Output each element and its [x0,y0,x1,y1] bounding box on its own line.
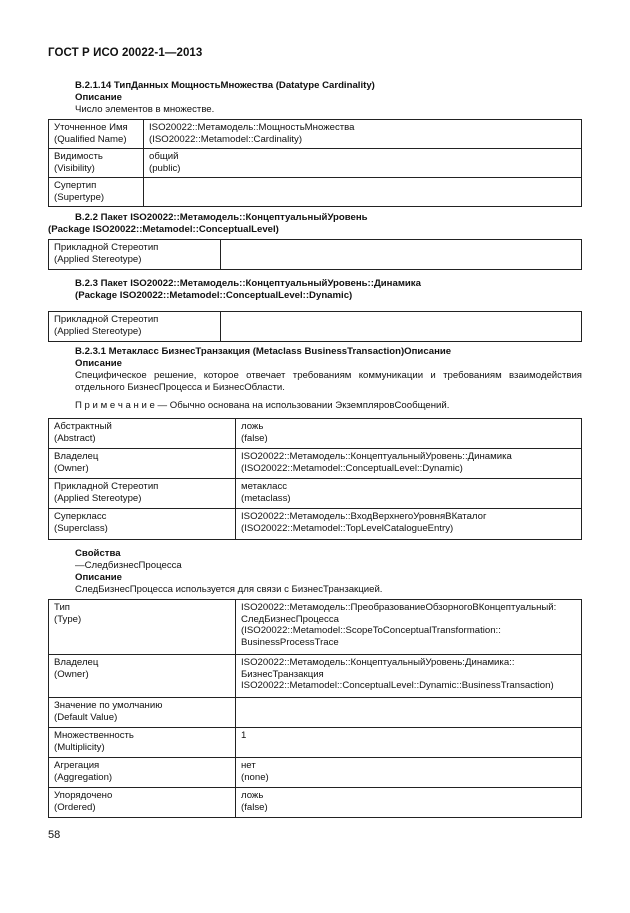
description-text: Число элементов в множестве. [75,104,215,115]
property-label: Прикладной Стереотип [54,481,159,492]
section-heading: B.2.3 Пакет ISO20022::Метамодель::КонцептуальныйУровень::Динамика [75,278,421,289]
table-row [49,600,582,655]
property-value-en: ISO20022::Metamodel::ConceptualLevel::Dynamic::BusinessTransaction) [241,680,554,691]
property-label-en: (Applied Stereotype) [54,492,142,504]
property-value-cell [236,419,582,449]
property-value-cell [236,600,582,655]
description-label: Описание [75,358,122,369]
cardinality-table [48,119,582,207]
property-value-cell [144,120,582,149]
description-label: Описание [75,572,122,583]
business-process-trace-table [48,599,582,818]
business-transaction-table [48,418,582,540]
properties-label: Свойства [75,548,121,559]
property-value: 1 [241,730,247,741]
table-row [49,449,582,479]
table-row [49,728,582,758]
property-value: ISO20022::Метамодель::МощностьМножества [149,122,355,133]
property-name-cell [49,149,144,178]
section-properties [48,548,582,596]
property-value-en: (public) [149,162,181,174]
section-heading: B.2.1.14 ТипДанных МощностьМножества (Datatype Cardinality) [75,80,375,91]
property-label: Агрегация [54,760,100,771]
page-number: 58 [48,829,61,841]
table-row [49,149,582,178]
property-name-cell [49,312,221,342]
property-label-en: (Applied Stereotype) [54,253,142,265]
property-label-en: (Owner) [54,668,89,680]
property-label: Уточненное Имя [54,122,128,133]
property-label-en: (Superclass) [54,522,108,534]
description-text: СледБизнесПроцесса используется для связи с БизнесТранзакцией. [75,584,383,595]
table-row [49,509,582,540]
property-value-en: (false) [241,432,268,444]
property-label: Абстрактный [54,421,112,432]
property-value: ISO20022::Метамодель::ПреобразованиеОбзорногоВКонцептуальный: [241,602,557,613]
section-package-conceptual-level [48,212,582,236]
table-row [49,120,582,149]
property-name-cell [49,449,236,479]
section-package-dynamic [48,278,582,302]
property-label: Тип [54,602,70,613]
property-value: СледБизнесПроцесса [241,613,339,625]
table-row [49,419,582,449]
property-value: общий [149,151,179,162]
property-value-cell [236,698,582,728]
property-name-cell [49,419,236,449]
property-name-cell [49,655,236,698]
property-label: Суперкласс [54,511,107,522]
property-label-en: (Applied Stereotype) [54,325,142,337]
property-value-en: BusinessProcessTrace [241,636,339,648]
property-name-cell [49,728,236,758]
document-header: ГОСТ Р ИСО 20022-1—2013 [48,47,203,59]
property-value-en: (ISO20022::Metamodel::TopLevelCatalogueEntry) [241,522,454,534]
table-row [49,178,582,207]
property-label: Видимость [54,151,103,162]
property-value-cell [236,509,582,540]
property-label-en: (Multiplicity) [54,741,105,753]
property-name-cell [49,698,236,728]
property-name-cell [49,178,144,207]
property-label: Прикладной Стереотип [54,242,159,253]
description-label: Описание [75,92,122,103]
section-metaclass-business-transaction [48,346,582,412]
property-name-cell [49,120,144,149]
property-value-cell [144,149,582,178]
property-name-cell [49,240,221,270]
property-label-en: (Owner) [54,462,89,474]
table-row [49,655,582,698]
property-label-en: (Supertype) [54,191,105,203]
description-text: Специфическое решение, которое отвечает требованиям коммуникации и требованиям взаимодействия отдельного БизнесПроцесса и БизнесОбласти. [75,370,582,393]
table-row [49,698,582,728]
property-value-cell [236,728,582,758]
property-label: Владелец [54,657,99,668]
property-value: ложь [241,421,264,432]
section-heading: B.2.2 Пакет ISO20022::Метамодель::КонцептуальныйУровень [75,212,368,223]
property-value: ISO20022::Метамодель::ВходВерхнегоУровняВКаталог [241,511,487,522]
property-label-en: (Ordered) [54,801,96,813]
property-value-en: (metaclass) [241,492,291,504]
conceptual-level-table [48,239,582,270]
property-value-cell [221,240,582,270]
property-value: метакласс [241,481,288,492]
property-value-cell [236,479,582,509]
section-heading: B.2.3.1 Метакласс БизнесТранзакция (Metaclass BusinessTransaction)Описание [75,346,452,357]
property-value: БизнесТранзакция [241,668,324,680]
property-value-cell [236,788,582,818]
property-label-en: (Default Value) [54,711,118,723]
property-value: ISO20022::Метамодель::КонцептуальныйУровень::Динамика [241,451,512,462]
property-name-cell [49,788,236,818]
section-heading-en: (Package ISO20022::Metamodel::ConceptualLevel::Dynamic) [75,290,353,301]
property-name-cell [49,479,236,509]
property-label-en: (Aggregation) [54,771,113,783]
property-value-cell [221,312,582,342]
property-label: Значение по умолчанию [54,700,163,711]
property-value-cell [236,449,582,479]
property-label: Прикладной Стереотип [54,314,159,325]
property-name-cell [49,600,236,655]
property-label-en: (Type) [54,613,82,625]
section-datatype-cardinality [48,80,582,116]
section-heading-en: (Package ISO20022::Metamodel::ConceptualLevel) [48,224,279,235]
property-value: ISO20022::Метамодель::КонцептуальныйУровень:Динамика:: [241,657,515,668]
property-value-en: (none) [241,771,269,783]
property-value-cell [236,655,582,698]
table-row [49,479,582,509]
property-value-en: (ISO20022::Metamodel::ConceptualLevel::Dynamic) [241,462,463,474]
property-value-cell [236,758,582,788]
property-value-en: (ISO20022::Metamodel::Cardinality) [149,133,303,145]
table-row [49,240,582,270]
property-label: Владелец [54,451,99,462]
property-value-cell [144,178,582,207]
property-label-en: (Abstract) [54,432,96,444]
property-value-en: (false) [241,801,268,813]
property-name: —СледбизнесПроцесса [75,560,182,571]
property-value: ложь [241,790,264,801]
note-text: П р и м е ч а н и е — Обычно основана на использовании ЭкземпляровСообщений. [75,400,450,411]
property-label: Упорядочено [54,790,113,801]
property-value: нет [241,760,256,771]
table-row [49,758,582,788]
property-value-en: (ISO20022::Metamodel::ScopeToConceptualTransformation:: [241,625,501,636]
property-label-en: (Qualified Name) [54,133,127,145]
property-label: Множественность [54,730,134,741]
property-label-en: (Visibility) [54,162,95,174]
table-row [49,312,582,342]
table-row [49,788,582,818]
property-label: Супертип [54,180,97,191]
property-name-cell [49,758,236,788]
dynamic-table [48,311,582,342]
property-name-cell [49,509,236,540]
